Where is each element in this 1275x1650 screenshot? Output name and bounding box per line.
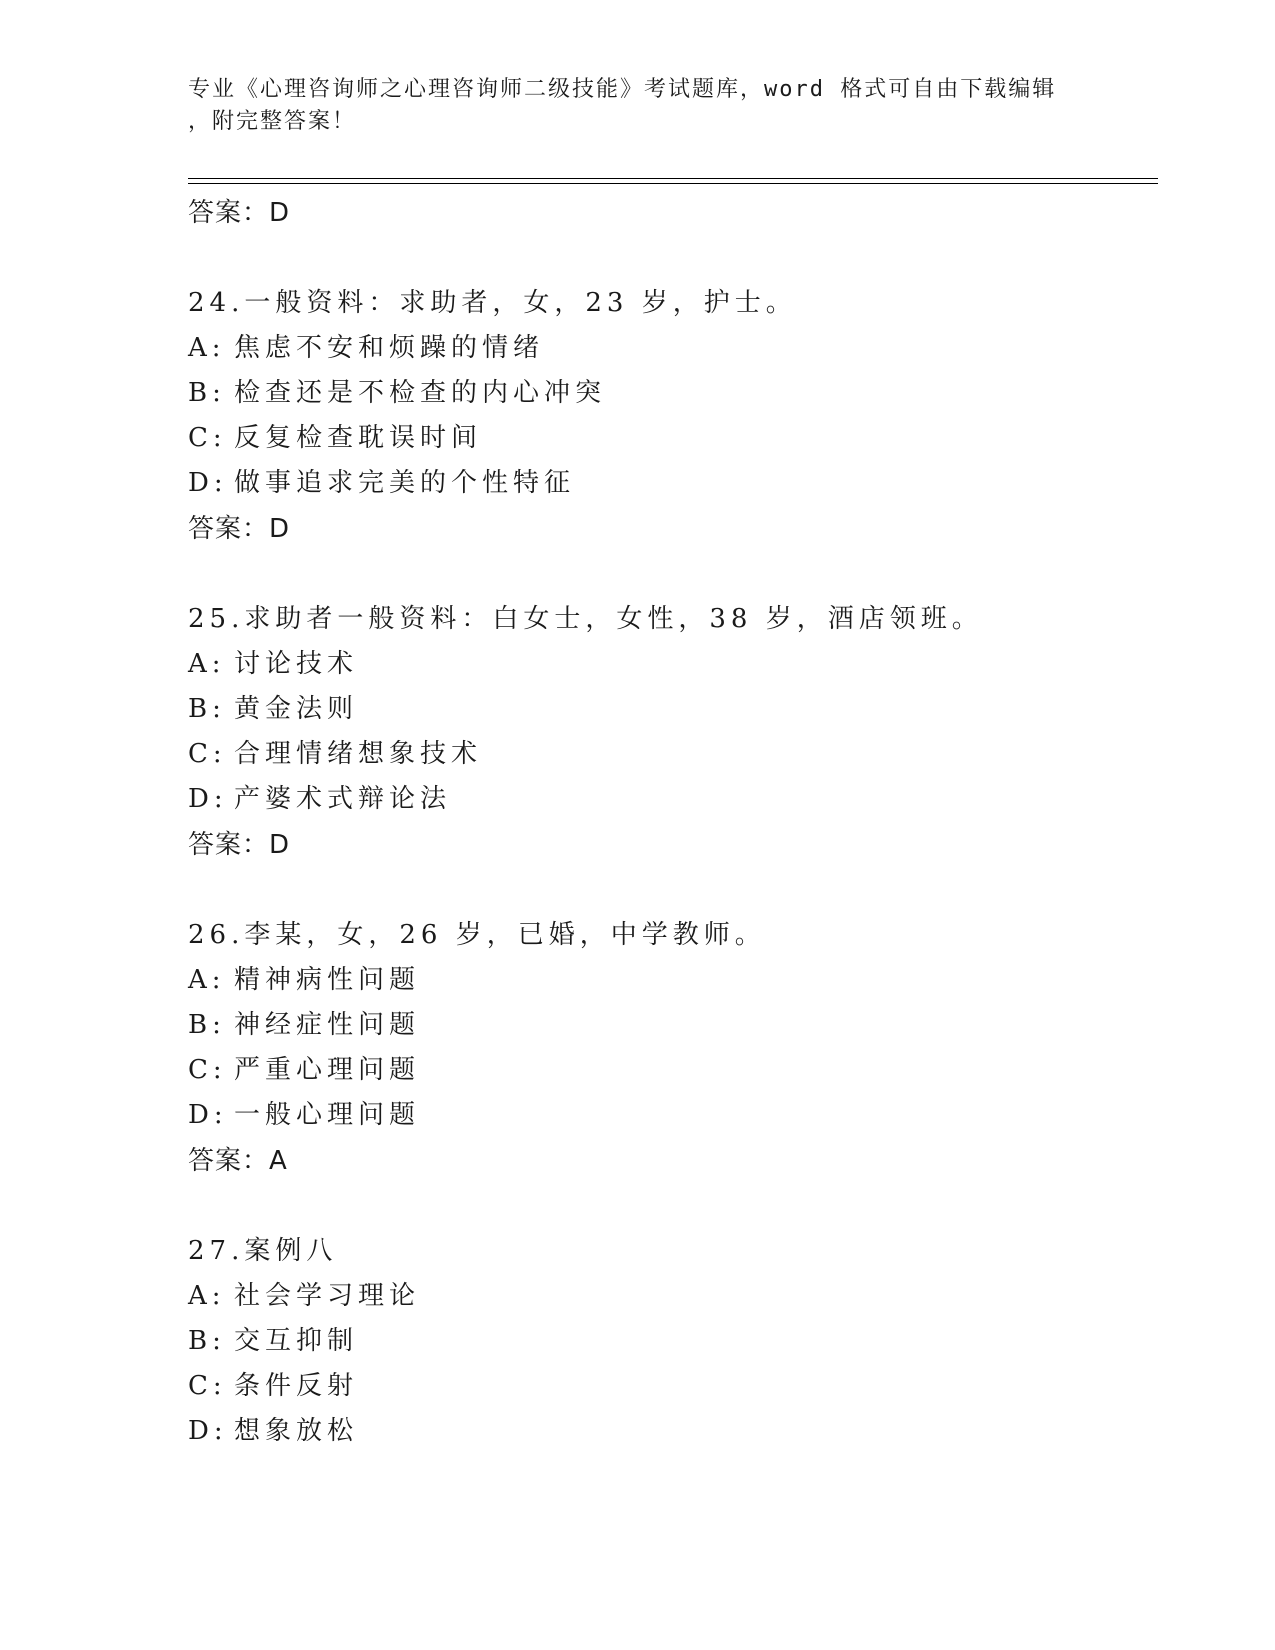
option-c [188, 416, 1148, 461]
option-a [188, 326, 1148, 371]
answer-line [188, 822, 1148, 868]
option-letter: A: [188, 965, 226, 995]
option-text: 社会学习理论 [234, 1281, 421, 1311]
option-text: 黄金法则 [234, 694, 359, 724]
option-letter: A: [188, 1281, 226, 1311]
option-text: 检查还是不检查的内心冲突 [234, 378, 607, 408]
answer-label: 答案： [188, 514, 270, 544]
option-b [188, 371, 1148, 416]
option-text: 想象放松 [234, 1416, 359, 1446]
option-b [188, 687, 1148, 732]
option-text: 一般心理问题 [234, 1100, 421, 1130]
question-list [188, 190, 1148, 1454]
answer-line [188, 1138, 1148, 1184]
spacer [188, 868, 1148, 912]
header-line-1: 专业《心理咨询师之心理咨询师二级技能》考试题库，word 格式可自由下载编辑 [188, 77, 1057, 102]
answer-label: 答案： [188, 198, 270, 228]
question-stem: 24.一般资料：求助者，女，23 岁，护士。 [188, 288, 797, 318]
answer-line [188, 506, 1148, 552]
option-letter: C: [188, 739, 227, 769]
option-letter: B: [188, 694, 226, 724]
spacer [188, 552, 1148, 596]
header-rule-top [188, 178, 1158, 179]
header-line-2: ，附完整答案！ [188, 109, 357, 134]
option-text: 严重心理问题 [234, 1055, 421, 1085]
option-d [188, 461, 1148, 506]
option-text: 条件反射 [234, 1371, 359, 1401]
question-block [188, 596, 1148, 868]
option-letter: D: [188, 1100, 228, 1130]
answer-value: D [269, 830, 291, 860]
option-a [188, 1274, 1148, 1319]
question-block [188, 912, 1148, 1184]
header-rule-bottom [188, 183, 1158, 184]
option-text: 产婆术式辩论法 [234, 784, 452, 814]
option-text: 反复检查耽误时间 [234, 423, 483, 453]
option-letter: C: [188, 1371, 227, 1401]
answer-value: D [269, 514, 291, 544]
question-stem: 26.李某，女，26 岁，已婚，中学教师。 [188, 920, 766, 950]
option-letter: B: [188, 1010, 226, 1040]
answer-line [188, 190, 1148, 236]
option-d [188, 777, 1148, 822]
option-c [188, 1364, 1148, 1409]
question-stem: 27.案例八 [188, 1236, 338, 1266]
option-b [188, 1003, 1148, 1048]
option-c [188, 732, 1148, 777]
answer-label: 答案： [188, 830, 270, 860]
option-a [188, 642, 1148, 687]
option-text: 神经症性问题 [234, 1010, 421, 1040]
option-letter: A: [188, 333, 226, 363]
option-a [188, 958, 1148, 1003]
option-b [188, 1319, 1148, 1364]
spacer [188, 1184, 1148, 1228]
option-text: 焦虑不安和烦躁的情绪 [234, 333, 545, 363]
option-letter: A: [188, 649, 226, 679]
spacer [188, 236, 1148, 280]
option-d [188, 1093, 1148, 1138]
option-letter: B: [188, 378, 226, 408]
answer-label: 答案： [188, 1146, 270, 1176]
option-letter: D: [188, 468, 228, 498]
option-letter: D: [188, 1416, 228, 1446]
option-text: 交互抑制 [234, 1326, 359, 1356]
option-letter: B: [188, 1326, 226, 1356]
option-d [188, 1409, 1148, 1454]
option-c [188, 1048, 1148, 1093]
option-text: 讨论技术 [234, 649, 359, 679]
option-letter: C: [188, 1055, 227, 1085]
option-letter: C: [188, 423, 227, 453]
document-header [188, 74, 1088, 138]
answer-value: A [269, 1146, 288, 1176]
answer-value: D [269, 198, 291, 228]
option-letter: D: [188, 784, 228, 814]
question-block [188, 1228, 1148, 1454]
option-text: 做事追求完美的个性特征 [234, 468, 576, 498]
option-text: 合理情绪想象技术 [234, 739, 483, 769]
option-text: 精神病性问题 [234, 965, 421, 995]
question-stem: 25.求助者一般资料：白女士，女性，38 岁，酒店领班。 [188, 604, 983, 634]
question-block [188, 280, 1148, 552]
